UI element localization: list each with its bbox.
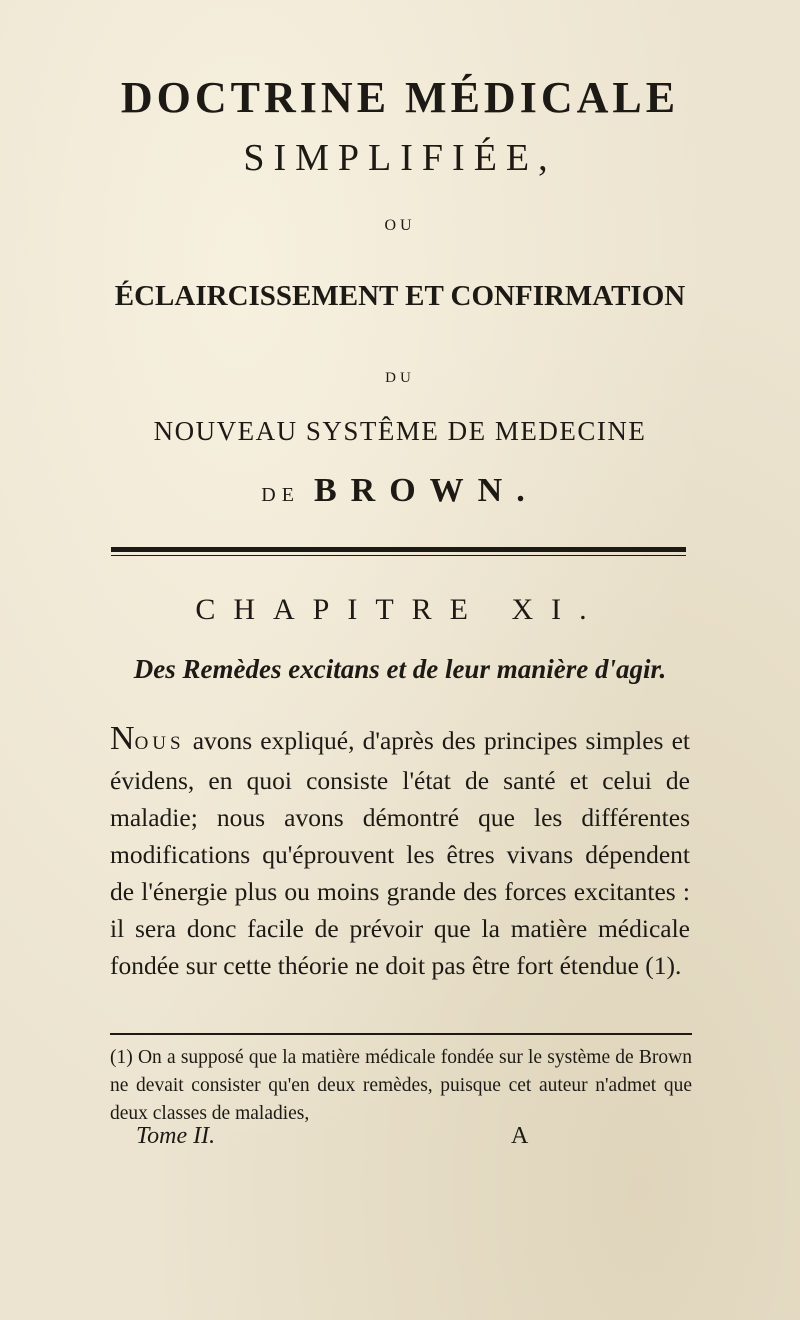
footnote-rule xyxy=(110,1033,692,1035)
footnote xyxy=(110,1044,692,1128)
title-line-7-name: BROWN. xyxy=(313,472,539,509)
page-footer xyxy=(136,1123,636,1150)
title-line-3: OU xyxy=(384,217,416,234)
opening-smallcaps: OUS xyxy=(134,733,185,754)
signature-mark: A xyxy=(511,1123,529,1149)
chapter-heading: CHAPITRE XI. xyxy=(195,593,605,626)
body-text: avons expliqué, d'après des principes simples et évidens, en quoi consiste l'état de santé et celui de maladie; nous avons démontré que les différentes modifications qu'éprouvent les êtres vivans dépendent de l'énergie plus ou moins grande des forces excitantes : il sera donc facile de prévoir que la matière médicale fondée sur cette théorie ne doit pas être fort étendue (1). xyxy=(110,726,690,980)
title-line-5: DU xyxy=(385,370,415,386)
body-paragraph xyxy=(110,720,690,984)
title-line-6: NOUVEAU SYSTÊME DE MEDECINE xyxy=(153,416,647,446)
title-line-7-prefix: DE xyxy=(261,484,300,506)
footnote-text: (1) On a supposé que la matière médicale fondée sur le système de Brown ne devait consister qu'en deux remèdes, puisque cet auteur n'admet que deux classes de maladies, xyxy=(110,1047,692,1124)
title-line-2: SIMPLIFIÉE, xyxy=(243,137,557,179)
title-line-7 xyxy=(0,472,800,510)
drop-cap: N xyxy=(110,720,135,757)
title-line-1: DOCTRINE MÉDICALE xyxy=(120,73,680,122)
tome-label: Tome II. xyxy=(136,1123,216,1149)
ornamental-double-rule xyxy=(111,547,686,556)
chapter-subtitle: Des Remèdes excitans et de leur manière d'agir. xyxy=(133,654,667,684)
title-line-4: ÉCLAIRCISSEMENT ET CONFIRMATION xyxy=(114,280,686,312)
